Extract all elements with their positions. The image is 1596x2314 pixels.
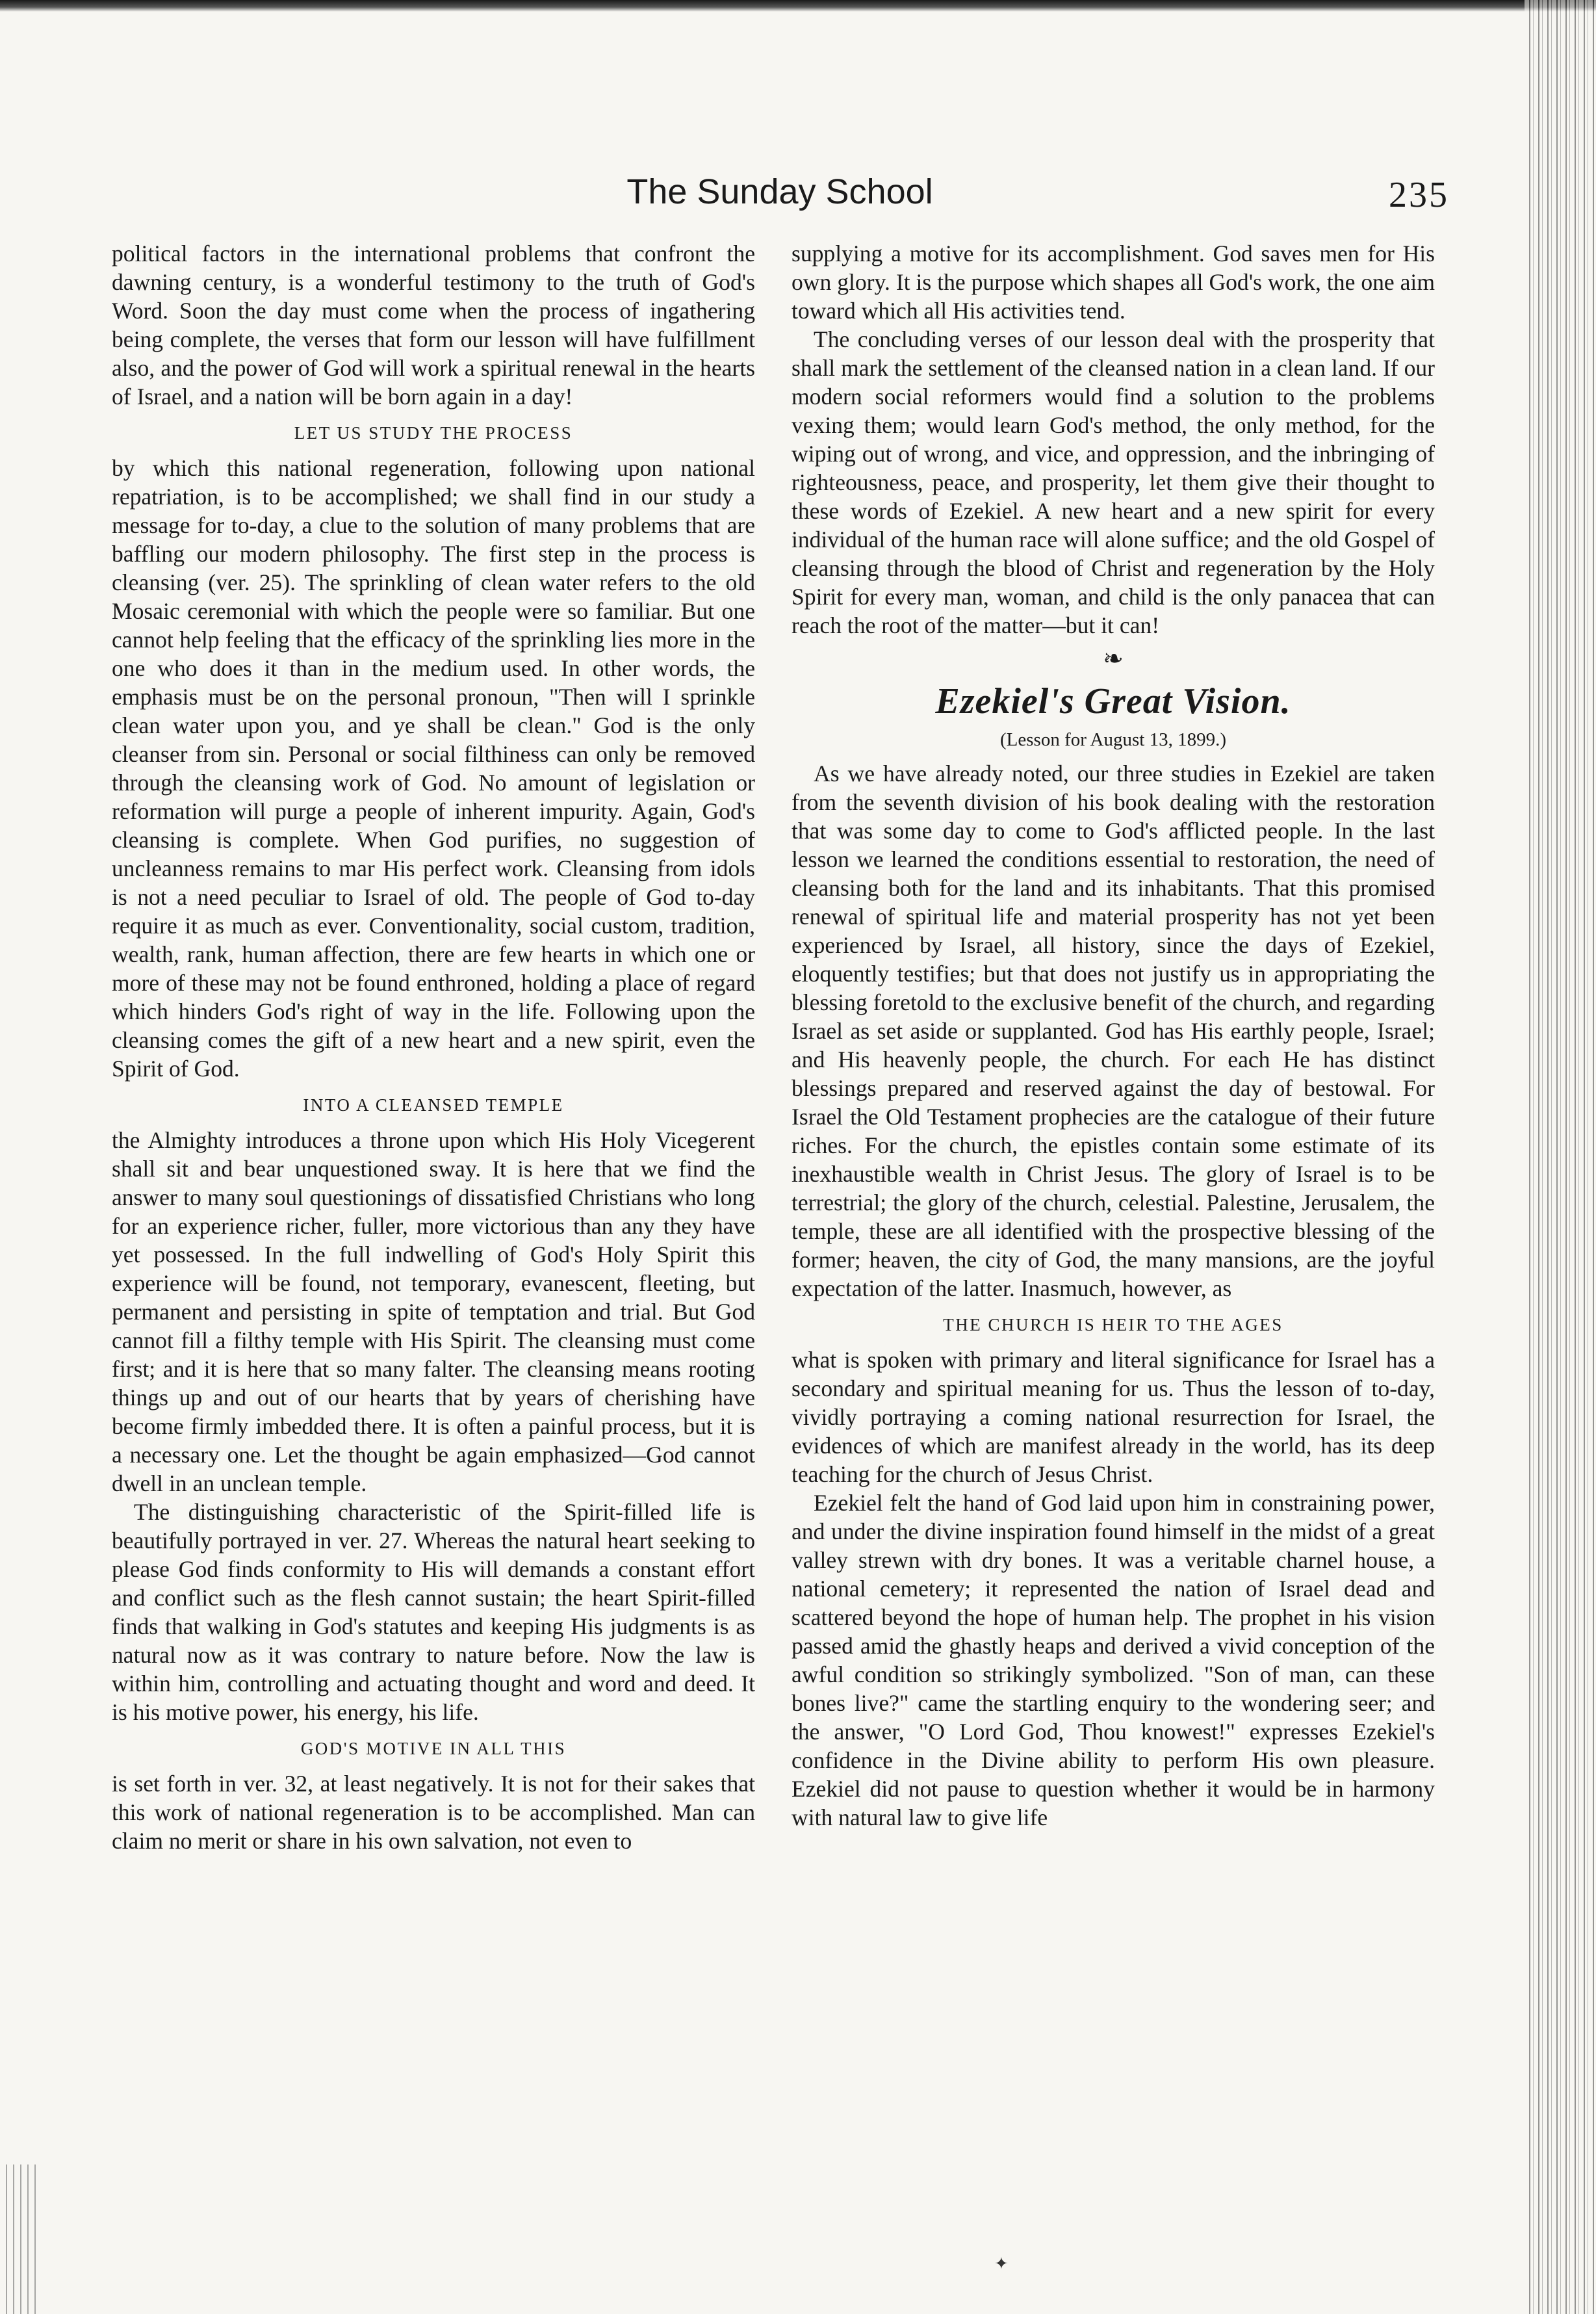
paragraph: what is spoken with primary and literal significance for Israel has a secondary and spiritual meaning for us. Thus the lesson of to-day, vividly portraying a coming national resurrection for Israel, the evidences of which are manifest already in the world, has its deep teaching for the church of Jesus Christ. [792,1347,1435,1487]
article-title: Ezekiel's Great Vision. [935,681,1291,722]
section-subhead: INTO A CLEANSED TEMPLE [303,1095,564,1115]
ink-speck: ✦ [994,2254,1009,2273]
right-column [792,239,1435,1832]
paragraph: Ezekiel felt the hand of God laid upon him in constraining power, and under the divine inspiration found himself in the midst of a great valley strewn with dry bones. It was a veritable charnel house, a national cemetery; it represented the nation of Israel dead and scattered beyond the hope of human help. The prophet in his vision passed amid the ghastly heaps and derived a vivid conception of the awful condition so strikingly symbolized. "Son of man, can these bones live?" came the startling enquiry to the wondering seer; and the answer, "O Lord God, Thou knowest!" expresses Ezekiel's confidence in the Divine ability to perform His own pleasure. Ezekiel did not pause to question whether it would be in harmony with natural law to give life [792,1490,1435,1830]
section-subhead: LET US STUDY THE PROCESS [294,423,573,443]
running-title: The Sunday School [626,172,933,211]
left-column [112,239,755,1855]
section-subhead: GOD'S MOTIVE IN ALL THIS [300,1739,567,1758]
page-number: 235 [1389,175,1449,215]
paragraph: political factors in the international problems that confront the dawning century, is a wonderful testimony to the truth of God's Word. Soon the day must come when the process of ingathering being complete, the verses that form our lesson will have fulfillment also, and the power of God will work a spiritual renewal in the hearts of Israel, and a nation will be born again in a day! [112,240,755,410]
paragraph: the Almighty introduces a throne upon which His Holy Vicegerent shall sit and bear unquestioned sway. It is here that we find the answer to many soul questionings of dissatisfied Christians who long for an experience richer, fuller, more victorious than any they have yet possessed. In the full indwelling of God's Holy Spirit this experience will be found, not temporary, evanescent, fleeting, but permanent and persisting in spite of temptation and trial. But God cannot fill a filthy temple with His Spirit. The cleansing must come first; and it is here that so many falter. The cleansing means rooting things up and out of our hearts that by years of cherishing have become firmly imbedded there. It is often a painful process, but it is a necessary one. Let the thought be again emphasized—God cannot dwell in an unclean temple. [112,1127,755,1496]
paragraph: As we have already noted, our three studies in Ezekiel are taken from the seventh division of his book dealing with the restoration that was some day to come to God's afflicted people. In the last lesson we learned the conditions essential to restoration, the need of cleansing both for the land and its inhabitants. That this promised renewal of spiritual life and material prosperity has not yet been experienced by Israel, all history, since the days of Ezekiel, eloquently testifies; but that does not justify us in appropriating the blessing foretold to the exclusive benefit of the church, and regarding Israel as set aside or supplanted. God has His earthly people, Israel; and His heavenly people, the church. For each He has distinct blessings prepared and reserved against the day of bestowal. For Israel the Old Testament prophecies are the catalogue of their future riches. For the church, the epistles contain some estimate of its inexhaustible wealth in Christ Jesus. The glory of Israel is to be terrestrial; the glory of the church, celestial. Palestine, Jerusalem, the temple, these are all identified with the prospective blessing of the former; heaven, the city of God, the many mansions, are the joyful expectation of the latter. Inasmuch, however, as [792,760,1435,1301]
paragraph: The distinguishing characteristic of the Spirit-filled life is beautifully portrayed in ver. 27. Whereas the natural heart seeking to please God finds conformity to His will demands a constant effort and conflict such as the flesh cannot sustain; the heart Spirit-filled finds that walking in God's statutes and keeping His judgments is as natural now as it was contrary to nature before. Now the law is within him, controlling and actuating thought and word and deed. It is his motive power, his energy, his life. [112,1499,755,1725]
paragraph: is set forth in ver. 32, at least negatively. It is not for their sakes that this work of national regeneration is to be accomplished. Man can claim no merit or share in his own salvation, not even to [112,1771,755,1854]
section-subhead: THE CHURCH IS HEIR TO THE AGES [943,1315,1283,1334]
paragraph: by which this national regeneration, following upon national repatriation, is to be accomplished; we shall find in our study a message for to-day, a clue to the solution of many problems that are baffling our modern philosophy. The first step in the process is cleansing (ver. 25). The sprinkling of clean water refers to the old Mosaic ceremonial with which the people were so familiar. But one cannot help feeling that the efficacy of the sprinkling lies more in the one who does it than in the medium used. In other words, the emphasis must be on the personal pronoun, "Then will I sprinkle clean water upon you, and ye shall be clean." God is the only cleanser from sin. Personal or social filthiness can only be removed through the cleansing work of God. No amount of legislation or reformation will purge a people of inherent impurity. Again, God's cleansing is complete. When God purifies, no suggestion of uncleanness remains to mar His perfect work. Cleansing from idols is not a need peculiar to Israel of old. The people of God to-day require it as much as ever. Conventionality, social custom, tradition, wealth, rank, human affection, there are few hearts in which one or more of these may not be found enthroned, holding a place of regard which hinders God's right of way in the life. Following upon the cleansing comes the gift of a new heart and a new spirit, even the Spirit of God. [112,455,755,1082]
paragraph: supplying a motive for its accomplishment. God saves men for His own glory. It is the purpose which shapes all God's work, the one aim toward which all His activities tend. [792,240,1435,324]
scan-top-edge [0,0,1596,12]
fleuron-ornament-icon: ❧ [1103,645,1124,673]
scan-left-edge [0,2164,39,2314]
scan-binding-edge [1525,0,1596,2314]
page-header [110,168,1449,220]
paragraph: The concluding verses of our lesson deal with the prosperity that shall mark the settlement of the cleansed nation in a clean land. If our modern social reformers would find a solution to the problems vexing them; would learn God's method, the only method, for the wiping out of wrong, and vice, and oppression, and the inbringing of righteousness, peace, and prosperity, let them give their thought to these words of Ezekiel. A new heart and a new spirit for every individual of the human race will alone suffice; and the old Gospel of cleansing through the blood of Christ and regeneration by the Holy Spirit for every man, woman, and child is the only panacea that can reach the root of the matter—but it can! [792,326,1435,638]
lesson-date-note: (Lesson for August 13, 1899.) [1000,729,1226,750]
